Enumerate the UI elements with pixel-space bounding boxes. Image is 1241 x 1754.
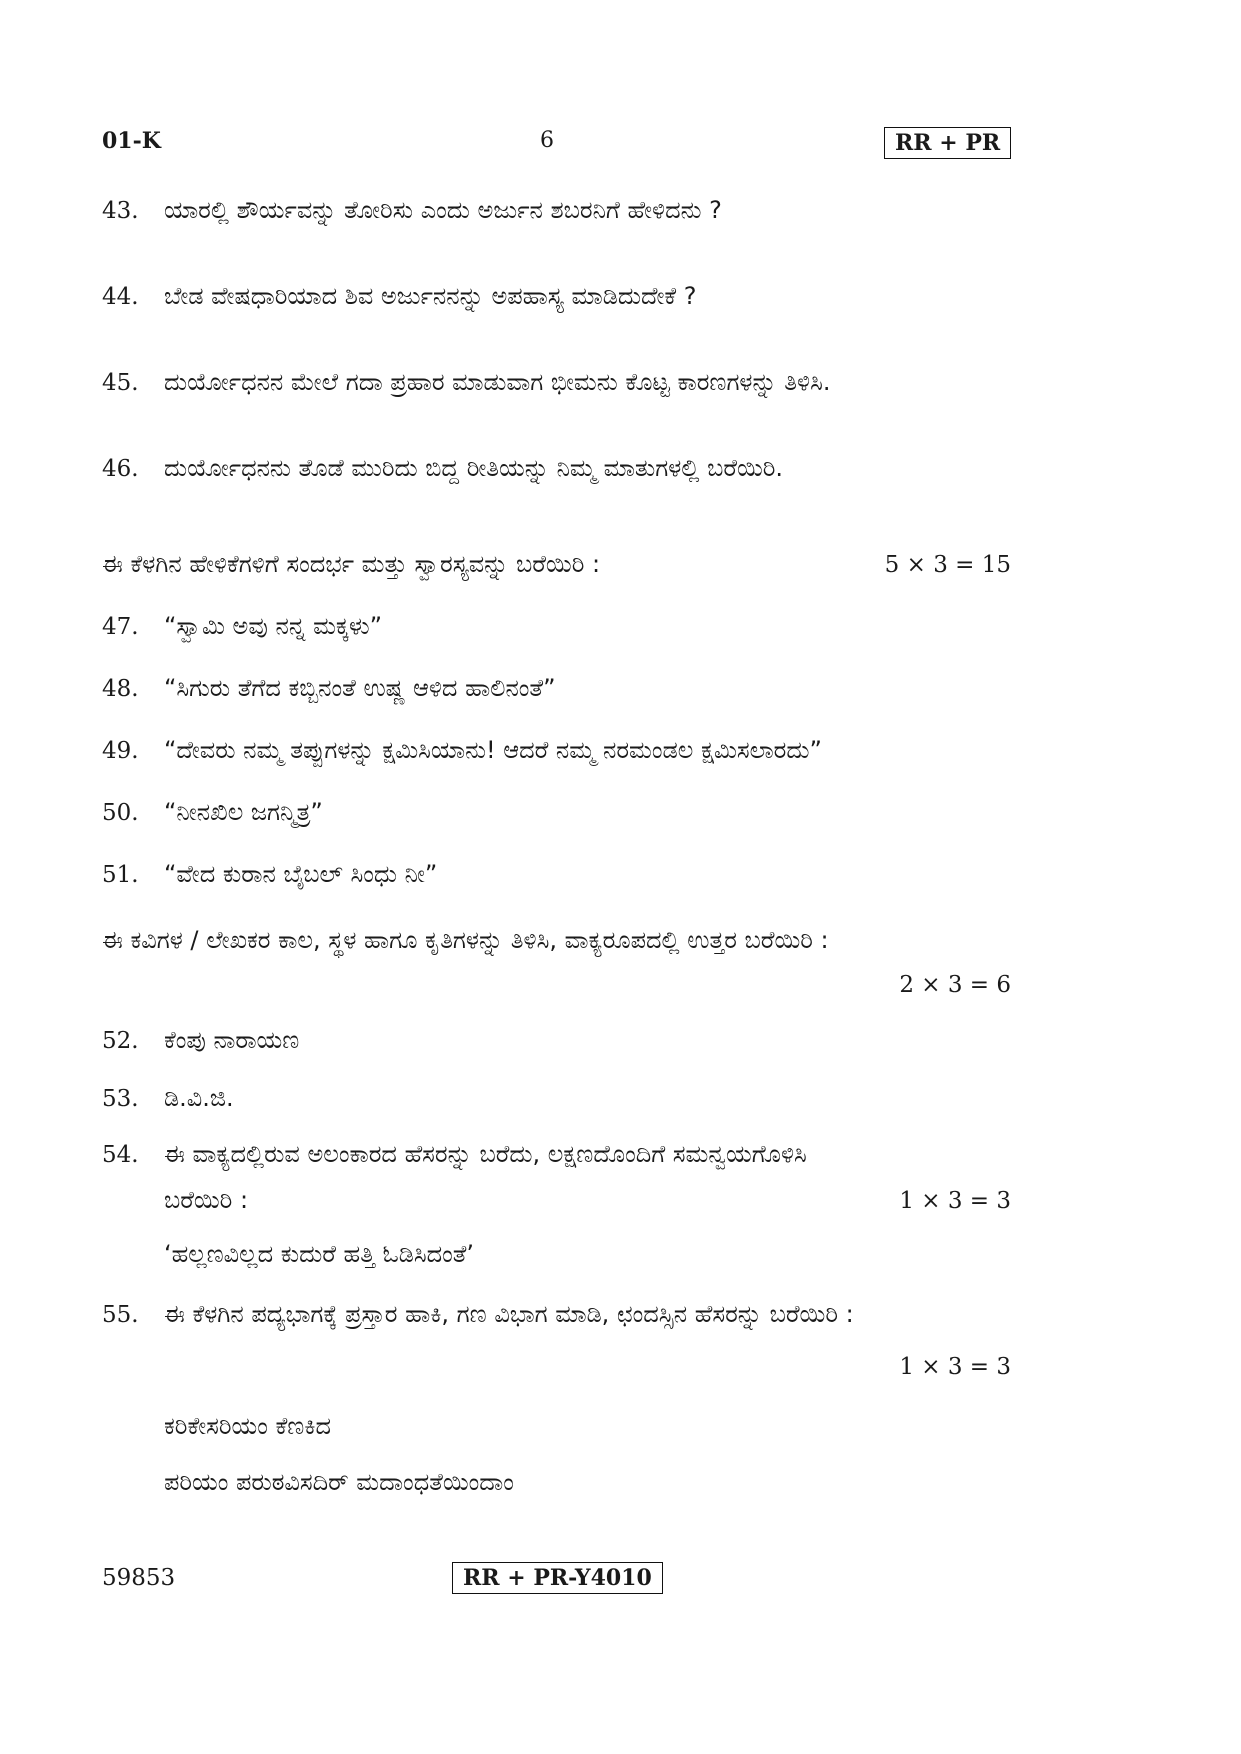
question-marks: 1 × 3 = 3 xyxy=(899,1354,1011,1380)
question-text: ಬೇಡ ವೇಷಧಾರಿಯಾದ ಶಿವ ಅರ್ಜುನನನ್ನು ಅಪಹಾಸ್ಯ ಮಾಡಿದುದೇಕೆ ? xyxy=(164,282,697,310)
question-text: ದುರ್ಯೋಧನನ ಮೇಲೆ ಗದಾ ಪ್ರಹಾರ ಮಾಡುವಾಗ ಭೀಮನು ಕೊಟ್ಟ ಕಾರಣಗಳನ್ನು ತಿಳಿಸಿ. xyxy=(164,368,831,396)
question-text: ದುರ್ಯೋಧನನು ತೊಡೆ ಮುರಿದು ಬಿದ್ದ ರೀತಿಯನ್ನು ನಿಮ್ಮ ಮಾತುಗಳಲ್ಲಿ ಬರೆಯಿರಿ. xyxy=(164,454,784,482)
question-text: ಕೆಂಪು ನಾರಾಯಣ xyxy=(164,1026,300,1054)
question-marks: 1 × 3 = 3 xyxy=(899,1188,1011,1214)
verse-line-2: ಪರಿಯಂ ಪರುಠವಿಸದಿರ್ ಮದಾಂಧತೆಯಿಂದಾಂ xyxy=(164,1468,514,1496)
page-number: 6 xyxy=(540,128,554,153)
question-number: 51. xyxy=(102,862,139,888)
section-marks: 5 × 3 = 15 xyxy=(884,552,1011,578)
question-number: 52. xyxy=(102,1028,139,1054)
question-text: ಡಿ.ವಿ.ಜಿ. xyxy=(164,1084,234,1112)
question-text: “ನೀನಖಿಲ ಜಗನ್ಮಿತ್ರ” xyxy=(164,798,323,826)
question-number: 47. xyxy=(102,614,139,640)
question-text: ಈ ಕೆಳಗಿನ ಪದ್ಯಭಾಗಕ್ಕೆ ಪ್ರಸ್ತಾರ ಹಾಕಿ, ಗಣ ವಿಭಾಗ ಮಾಡಿ, ಛಂದಸ್ಸಿನ ಹೆಸರನ್ನು ಬರೆಯಿರಿ : xyxy=(164,1300,854,1328)
question-number: 43. xyxy=(102,198,139,224)
question-text: ಯಾರಲ್ಲಿ ಶೌರ್ಯವನ್ನು ತೋರಿಸು ಎಂದು ಅರ್ಜುನ ಶಬರನಿಗೆ ಹೇಳಿದನು ? xyxy=(164,196,722,224)
section-marks: 2 × 3 = 6 xyxy=(899,972,1011,998)
footer-code: 59853 xyxy=(102,1565,176,1591)
quoted-sentence: ‘ಹಲ್ಲಣವಿಲ್ಲದ ಕುದುರೆ ಹತ್ತಿ ಓಡಿಸಿದಂತೆ’ xyxy=(164,1240,475,1268)
question-number: 50. xyxy=(102,800,139,826)
question-number: 44. xyxy=(102,284,139,310)
verse-line-1: ಕರಿಕೇಸರಿಯಂ ಕೆಣಕಿದ xyxy=(164,1412,332,1440)
section-instruction: ಈ ಕವಿಗಳ / ಲೇಖಕರ ಕಾಲ, ಸ್ಥಳ ಹಾಗೂ ಕೃತಿಗಳನ್ನು ತಿಳಿಸಿ, ವಾಕ್ಯರೂಪದಲ್ಲಿ ಉತ್ತರ ಬರೆಯಿರಿ : xyxy=(102,926,829,954)
question-text: “ದೇವರು ನಮ್ಮ ತಪ್ಪುಗಳನ್ನು ಕ್ಷಮಿಸಿಯಾನು! ಆದರೆ ನಮ್ಮ ನರಮಂಡಲ ಕ್ಷಮಿಸಲಾರದು” xyxy=(164,736,822,764)
question-number: 48. xyxy=(102,676,139,702)
question-number: 53. xyxy=(102,1086,139,1112)
question-number: 54. xyxy=(102,1142,139,1168)
question-number: 49. xyxy=(102,738,139,764)
question-number: 55. xyxy=(102,1302,139,1328)
question-text: “ಸ್ವಾಮಿ ಅವು ನನ್ನ ಮಕ್ಕಳು” xyxy=(164,612,383,640)
footer-box: RR + PR-Y4010 xyxy=(452,1562,663,1594)
question-text: “ವೇದ ಕುರಾನ ಬೈಬಲ್ ಸಿಂಧು ನೀ” xyxy=(164,860,438,888)
paper-code: 01-K xyxy=(102,128,161,154)
question-text: ಈ ವಾಕ್ಯದಲ್ಲಿರುವ ಅಲಂಕಾರದ ಹೆಸರನ್ನು ಬರೆದು, ಲಕ್ಷಣದೊಂದಿಗೆ ಸಮನ್ವಯಗೊಳಿಸಿ xyxy=(164,1140,807,1168)
question-text-continued: ಬರೆಯಿರಿ : xyxy=(164,1186,249,1214)
section-instruction: ಈ ಕೆಳಗಿನ ಹೇಳಿಕೆಗಳಿಗೆ ಸಂದರ್ಭ ಮತ್ತು ಸ್ವಾರಸ್ಯವನ್ನು ಬರೆಯಿರಿ : xyxy=(102,550,601,578)
question-number: 45. xyxy=(102,370,139,396)
question-text: “ಸಿಗುರು ತೆಗೆದ ಕಬ್ಬಿನಂತೆ ಉಷ್ಣ ಆಳಿದ ಹಾಲಿನಂತೆ” xyxy=(164,674,556,702)
stream-box: RR + PR xyxy=(884,127,1011,159)
question-number: 46. xyxy=(102,456,139,482)
